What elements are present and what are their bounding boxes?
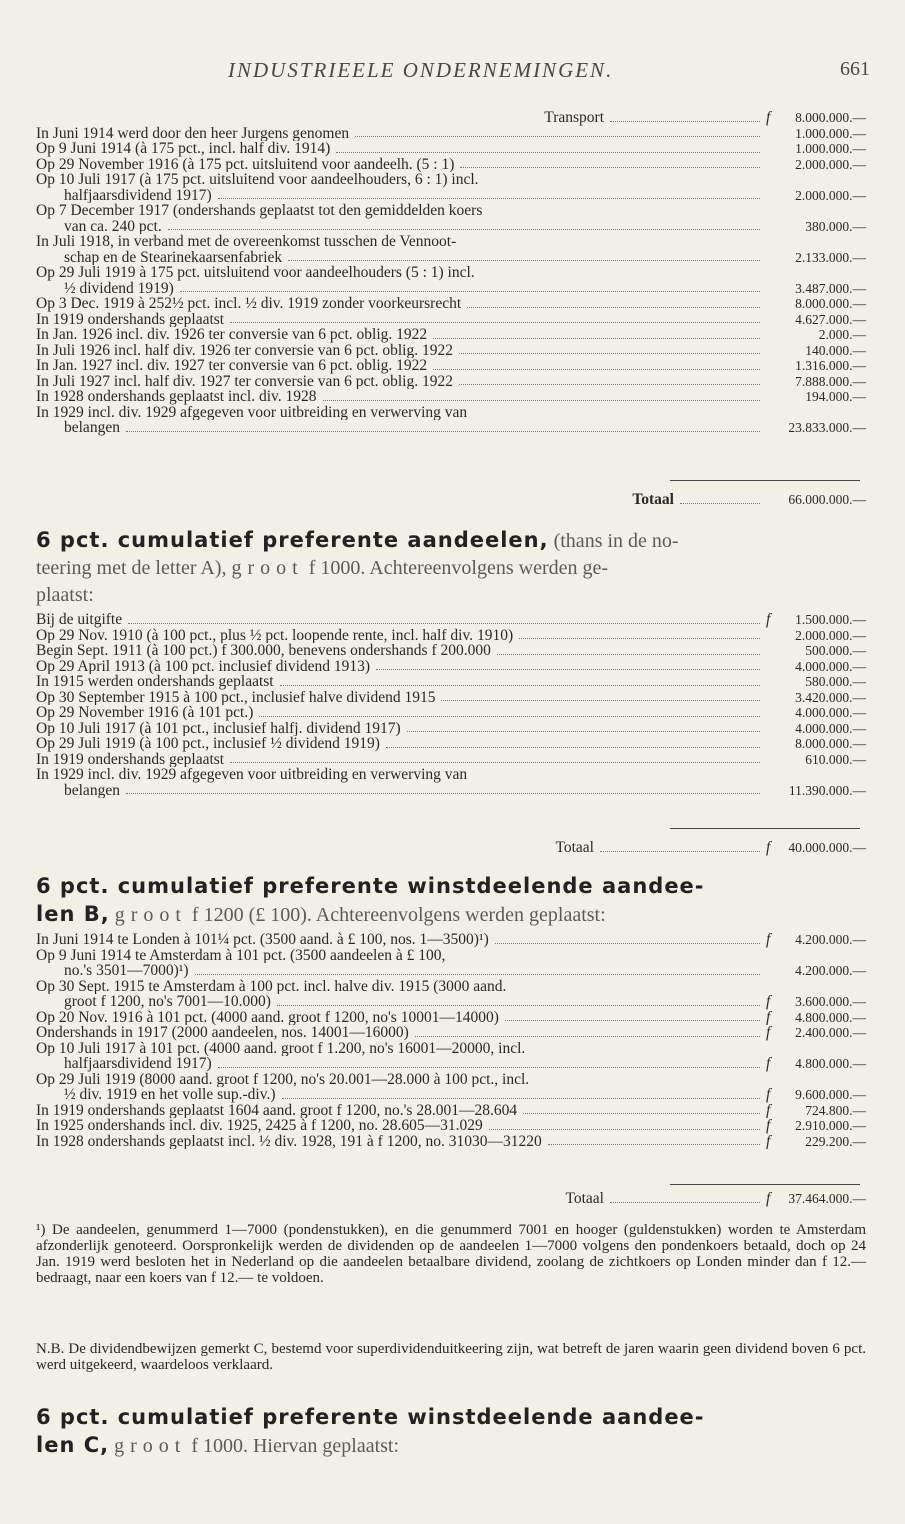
ledger-line bbox=[36, 674, 866, 690]
currency-sign: f bbox=[766, 1087, 771, 1103]
entry-amount: 500.000.— bbox=[805, 643, 866, 658]
dot-leader bbox=[548, 1144, 760, 1145]
currency-sign: f bbox=[766, 932, 771, 948]
dot-leader bbox=[168, 229, 760, 230]
entry-text: In Jan. 1927 incl. div. 1927 ter conversie van 6 pct. oblig. 1922 bbox=[36, 358, 428, 374]
entry-amount: 4.627.000.— bbox=[795, 311, 866, 327]
heading-preferred-a bbox=[36, 527, 870, 609]
dot-leader bbox=[288, 260, 760, 261]
entry-text: Op 10 Juli 1917 (à 101 pct., inclusief halfj. dividend 1917) bbox=[36, 720, 401, 736]
entry-continuation: belangen bbox=[64, 782, 120, 798]
entry-continuation: van ca. 240 pct. bbox=[64, 218, 162, 234]
entry-amount: 1.000.000.— bbox=[795, 125, 866, 141]
entry-amount: 1.500.000.— bbox=[795, 612, 866, 627]
total-amount: 37.464.000.— bbox=[788, 1191, 866, 1206]
sum-rule bbox=[670, 480, 860, 481]
ledger-line bbox=[36, 1072, 866, 1088]
entry-text: Bij de uitgifte bbox=[36, 612, 123, 628]
ledger-line bbox=[36, 420, 866, 436]
issue-list bbox=[36, 612, 866, 798]
entry-text: Op 30 September 1915 à 100 pct., inclusief halve dividend 1915 bbox=[36, 689, 436, 705]
entry-amount: 3.420.000.— bbox=[795, 689, 866, 705]
entry-continuation: belangen bbox=[64, 420, 120, 436]
heading-text: f 1000. Hiervan geplaatst: bbox=[186, 1435, 400, 1457]
currency-sign: f bbox=[766, 1056, 771, 1072]
entry-text: In 1919 ondershands geplaatst 1604 aand. groot f 1200, no.'s 28.001—28.604 bbox=[36, 1102, 518, 1118]
entry-text: Op 29 Juli 1919 à 175 pct. uitsluitend voor aandeelhouders (5 : 1) incl. bbox=[36, 265, 475, 281]
total-row bbox=[36, 1191, 866, 1207]
dot-leader bbox=[459, 353, 760, 354]
entry-amount: 2.000.000.— bbox=[795, 156, 866, 172]
page-number: 661 bbox=[840, 58, 870, 80]
entry-text: In Juni 1914 te Londen à 101¼ pct. (3500 aand. à £ 100, nos. 1—3500)¹) bbox=[36, 932, 489, 948]
entry-amount: 9.600.000.— bbox=[795, 1087, 866, 1102]
ledger-line bbox=[36, 659, 866, 675]
page-header bbox=[0, 58, 905, 88]
total-label: Totaal bbox=[565, 1191, 604, 1207]
entry-text: Op 9 Juni 1914 (à 175 pct., incl. half div. 1914) bbox=[36, 141, 331, 157]
ledger-line bbox=[36, 1056, 866, 1072]
entry-text: Op 3 Dec. 1919 à 252½ pct. incl. ½ div. 1919 zonder voorkeursrecht bbox=[36, 296, 462, 312]
entry-continuation: ½ div. 1919 en het volle sup.-div.) bbox=[64, 1087, 276, 1103]
heading-spaced: groot bbox=[114, 1435, 187, 1457]
ledger-line bbox=[36, 172, 866, 188]
ledger-line bbox=[36, 643, 866, 659]
ledger-line bbox=[36, 312, 866, 328]
entry-amount: 724.800.— bbox=[805, 1102, 866, 1118]
entry-continuation: schap en de Stearinekaarsenfabriek bbox=[64, 249, 283, 265]
total-row bbox=[36, 840, 866, 856]
dot-leader bbox=[218, 198, 760, 199]
ledger-line bbox=[36, 752, 866, 768]
entry-amount: 229.200.— bbox=[805, 1133, 866, 1149]
ledger-line bbox=[36, 736, 866, 752]
dot-leader bbox=[505, 1020, 760, 1021]
entry-text: In 1928 ondershands geplaatst incl. ½ div. 1928, 191 à f 1200, no. 31030—31220 bbox=[36, 1133, 542, 1149]
transport-amount: 8.000.000.— bbox=[795, 110, 866, 125]
currency-sign: f bbox=[766, 612, 771, 628]
dot-leader bbox=[433, 338, 760, 339]
ledger-line bbox=[36, 1134, 866, 1150]
entry-amount: 8.000.000.— bbox=[795, 296, 866, 311]
running-title: INDUSTRIEELE ONDERNEMINGEN. bbox=[228, 58, 614, 82]
ledger-line bbox=[36, 690, 866, 706]
issue-list bbox=[36, 126, 866, 436]
dot-leader bbox=[376, 669, 760, 670]
dot-leader bbox=[489, 1129, 760, 1130]
footnote-1: ¹) De aandeelen, genummerd 1—7000 (pondenstukken), en die genummerd 7001 en hooger (guldenstukken) worden te Amsterdam afzonderlijk genoteerd. Oorspronkelijk werden de dividenden op de aandeelen 1—7000 volgens den pondenkoers betaald, doch op 24 Jan. 1919 werd besloten het in Nederland op die aandeelen betaalbare dividend, zoolang de zichtkoers op Londen minder dan f 12.— bedraagt, naar een koers van f 12.— te voldoen. bbox=[36, 1222, 866, 1286]
dot-leader bbox=[441, 700, 760, 701]
ledger-line bbox=[36, 265, 866, 281]
ledger-line bbox=[36, 250, 866, 266]
entry-text: Op 29 November 1916 (à 101 pct.) bbox=[36, 705, 254, 721]
entry-amount: 610.000.— bbox=[805, 751, 866, 767]
dot-leader bbox=[433, 369, 760, 370]
ledger-line bbox=[36, 963, 866, 979]
entry-amount: 4.000.000.— bbox=[795, 705, 866, 720]
entry-text: Op 29 Juli 1919 (8000 aand. groot f 1200, no's 20.001—28.000 à 100 pct., incl. bbox=[36, 1071, 530, 1087]
entry-text: Op 29 Nov. 1910 (à 100 pct., plus ½ pct. loopende rente, incl. half div. 1910) bbox=[36, 627, 514, 643]
heading-spaced: groot bbox=[114, 904, 187, 926]
ledger-line bbox=[36, 948, 866, 964]
ledger-line bbox=[36, 767, 866, 783]
dot-leader bbox=[495, 943, 760, 944]
entry-amount: 4.200.000.— bbox=[795, 932, 866, 947]
entry-amount: 7.888.000.— bbox=[795, 373, 866, 389]
entry-amount: 4.000.000.— bbox=[795, 658, 866, 674]
dot-leader bbox=[523, 1113, 760, 1114]
ledger-line bbox=[36, 628, 866, 644]
ledger-line bbox=[36, 405, 866, 421]
entry-text: Op 10 Juli 1917 (à 175 pct. uitsluitend voor aandeelhouders, 6 : 1) incl. bbox=[36, 172, 479, 188]
currency-sign: f bbox=[766, 1009, 771, 1025]
heading-bold: len B, bbox=[36, 902, 110, 926]
currency-sign: f bbox=[766, 1025, 771, 1041]
dot-leader bbox=[323, 400, 760, 401]
entry-text: Begin Sept. 1911 (à 100 pct.) f 300.000, benevens ondershands f 200.000 bbox=[36, 643, 491, 659]
section-ordinary-shares bbox=[36, 110, 866, 436]
entry-amount: 194.000.— bbox=[805, 389, 866, 404]
section-preferred-a bbox=[36, 612, 866, 798]
currency-sign: f bbox=[766, 110, 771, 126]
entry-amount: 580.000.— bbox=[805, 674, 866, 689]
ledger-line bbox=[36, 705, 866, 721]
entry-text: In 1929 incl. div. 1929 afgegeven voor uitbreiding en verwerving van bbox=[36, 767, 468, 783]
heading-text: f 1200 (£ 100). Achtereenvolgens werden geplaatst: bbox=[186, 904, 606, 926]
ledger-line bbox=[36, 157, 866, 173]
heading-preferred-b bbox=[36, 873, 870, 929]
heading-spaced: groot bbox=[231, 557, 304, 579]
entry-amount: 3.600.000.— bbox=[795, 994, 866, 1009]
total-amount: 40.000.000.— bbox=[788, 840, 866, 855]
heading-text: teering met de letter A), bbox=[36, 557, 232, 579]
currency-sign: f bbox=[766, 994, 771, 1010]
entry-text: Op 7 December 1917 (ondershands geplaatst tot den gemiddelden koers bbox=[36, 203, 483, 219]
dot-leader bbox=[386, 747, 760, 748]
dot-leader bbox=[230, 322, 760, 323]
heading-bold: 6 pct. cumulatief preferente aandeelen, bbox=[36, 528, 549, 552]
currency-sign: f bbox=[766, 1102, 771, 1118]
currency-sign: f bbox=[766, 840, 771, 856]
dot-leader bbox=[336, 152, 760, 153]
total-amount: 66.000.000.— bbox=[788, 492, 866, 507]
entry-text: Op 29 November 1916 (à 175 pct. uitsluitend voor aandeelh. (5 : 1) bbox=[36, 156, 455, 172]
section-preferred-b bbox=[36, 932, 866, 1149]
entry-text: In 1919 ondershands geplaatst bbox=[36, 311, 225, 327]
dot-leader bbox=[218, 1067, 760, 1068]
footnote-nb: N.B. De dividendbewijzen gemerkt C, bestemd voor superdividenduitkeering zijn, wat betreft de jaren waarin geen dividend boven 6 pct. werd uitgekeerd, waardeloos verklaard. bbox=[36, 1341, 866, 1373]
entry-text: Op 9 Juni 1914 te Amsterdam à 101 pct. (3500 aandeelen à £ 100, bbox=[36, 947, 446, 963]
ledger-line bbox=[36, 141, 866, 157]
ledger-line bbox=[36, 358, 866, 374]
entry-amount: 3.487.000.— bbox=[795, 280, 866, 296]
dot-leader bbox=[277, 1005, 760, 1006]
ledger-line bbox=[36, 1118, 866, 1134]
entry-amount: 4.000.000.— bbox=[795, 720, 866, 736]
currency-sign: f bbox=[766, 1191, 771, 1207]
ledger-line bbox=[36, 327, 866, 343]
entry-amount: 1.000.000.— bbox=[795, 141, 866, 156]
dot-leader bbox=[497, 654, 760, 655]
entry-text: In Juli 1918, in verband met de overeenkomst tusschen de Vennoot- bbox=[36, 234, 457, 250]
dot-leader bbox=[467, 307, 760, 308]
entry-continuation: halfjaarsdividend 1917) bbox=[64, 187, 212, 203]
ledger-line bbox=[36, 374, 866, 390]
entry-text: Op 29 April 1913 (à 100 pct. inclusief dividend 1913) bbox=[36, 658, 371, 674]
entry-amount: 23.833.000.— bbox=[788, 420, 866, 435]
entry-text: Op 30 Sept. 1915 te Amsterdam à 100 pct. incl. halve div. 1915 (3000 aand. bbox=[36, 978, 507, 994]
ledger-line bbox=[36, 203, 866, 219]
entry-continuation: groot f 1200, no's 7001—10.000) bbox=[64, 994, 271, 1010]
ledger-line bbox=[36, 1010, 866, 1026]
heading-text: f 1000. Achtereenvolgens werden ge- bbox=[303, 557, 609, 579]
heading-text: plaatst: bbox=[36, 584, 94, 606]
ledger-line bbox=[36, 979, 866, 995]
dot-leader bbox=[459, 384, 760, 385]
heading-bold: 6 pct. cumulatief preferente winstdeelende aandee- bbox=[36, 1405, 705, 1429]
entry-text: In Juni 1914 werd door den heer Jurgens genomen bbox=[36, 125, 350, 141]
sum-rule bbox=[670, 1184, 860, 1185]
entry-amount: 4.800.000.— bbox=[795, 1056, 866, 1071]
entry-amount: 2.133.000.— bbox=[795, 249, 866, 265]
ledger-line bbox=[36, 219, 866, 235]
heading-preferred-c bbox=[36, 1404, 870, 1460]
ledger-line bbox=[36, 234, 866, 250]
entry-text: In Jan. 1926 incl. div. 1926 ter conversie van 6 pct. oblig. 1922 bbox=[36, 327, 428, 343]
total-label: Totaal bbox=[555, 840, 594, 856]
dot-leader bbox=[519, 638, 760, 639]
heading-bold: len C, bbox=[36, 1433, 110, 1457]
entry-text: In 1915 werden ondershands geplaatst bbox=[36, 674, 274, 690]
currency-sign: f bbox=[766, 1133, 771, 1149]
issue-list bbox=[36, 932, 866, 1149]
entry-amount: 380.000.— bbox=[805, 218, 866, 234]
total-row bbox=[36, 492, 866, 508]
entry-amount: 4.200.000.— bbox=[795, 963, 866, 978]
dot-leader bbox=[259, 716, 760, 717]
dot-leader bbox=[126, 431, 760, 432]
dot-leader bbox=[195, 974, 760, 975]
ledger-line bbox=[36, 126, 866, 142]
dot-leader bbox=[230, 762, 760, 763]
transport-row bbox=[36, 110, 866, 126]
ledger-line bbox=[36, 721, 866, 737]
entry-continuation: ½ dividend 1919) bbox=[64, 280, 174, 296]
entry-text: In Juli 1926 incl. half div. 1926 ter conversie van 6 pct. oblig. 1922 bbox=[36, 342, 453, 358]
ledger-line bbox=[36, 296, 866, 312]
transport-label: Transport bbox=[544, 110, 604, 126]
entry-amount: 1.316.000.— bbox=[795, 358, 866, 373]
entry-amount: 2.000.— bbox=[818, 327, 866, 342]
entry-amount: 8.000.000.— bbox=[795, 736, 866, 751]
entry-amount: 4.800.000.— bbox=[795, 1009, 866, 1025]
dot-leader bbox=[180, 291, 760, 292]
entry-text: In 1928 ondershands geplaatst incl. div. 1928 bbox=[36, 389, 317, 405]
dot-leader bbox=[460, 167, 760, 168]
ledger-line bbox=[36, 612, 866, 628]
entry-amount: 140.000.— bbox=[805, 342, 866, 358]
heading-bold: 6 pct. cumulatief preferente winstdeelende aandee- bbox=[36, 874, 705, 898]
dot-leader bbox=[282, 1098, 760, 1099]
entry-text: In 1919 ondershands geplaatst bbox=[36, 751, 225, 767]
ledger-line bbox=[36, 994, 866, 1010]
ledger-line bbox=[36, 1025, 866, 1041]
entry-text: Op 10 Juli 1917 à 101 pct. (4000 aand. groot f 1.200, no's 16001—20000, incl. bbox=[36, 1040, 526, 1056]
entry-text: In 1925 ondershands incl. div. 1925, 2425 à f 1200, no. 28.605—31.029 bbox=[36, 1118, 483, 1134]
total-label: Totaal bbox=[632, 492, 674, 508]
ledger-line bbox=[36, 932, 866, 948]
entry-amount: 2.000.000.— bbox=[795, 627, 866, 643]
entry-text: Op 29 Juli 1919 (à 100 pct., inclusief ½ dividend 1919) bbox=[36, 736, 380, 752]
dot-leader bbox=[407, 731, 760, 732]
dot-leader bbox=[355, 136, 760, 137]
dot-leader bbox=[415, 1036, 760, 1037]
entry-text: In 1929 incl. div. 1929 afgegeven voor uitbreiding en verwerving van bbox=[36, 404, 468, 420]
sum-rule bbox=[670, 828, 860, 829]
heading-text: (thans in de no- bbox=[548, 530, 679, 552]
ledger-line bbox=[36, 389, 866, 405]
ledger-line bbox=[36, 783, 866, 799]
ledger-line bbox=[36, 343, 866, 359]
dot-leader bbox=[126, 793, 760, 794]
entry-text: Op 20 Nov. 1916 à 101 pct. (4000 aand. groot f 1200, no's 10001—14000) bbox=[36, 1009, 499, 1025]
entry-text: Ondershands in 1917 (2000 aandeelen, nos. 14001—16000) bbox=[36, 1025, 409, 1041]
ledger-line bbox=[36, 1103, 866, 1119]
entry-continuation: no.'s 3501—7000)¹) bbox=[64, 963, 189, 979]
dot-leader bbox=[280, 685, 760, 686]
ledger-line bbox=[36, 1041, 866, 1057]
entry-text: In Juli 1927 incl. half div. 1927 ter conversie van 6 pct. oblig. 1922 bbox=[36, 373, 453, 389]
entry-amount: 2.000.000.— bbox=[795, 187, 866, 203]
ledger-line bbox=[36, 1087, 866, 1103]
entry-amount: 2.910.000.— bbox=[795, 1118, 866, 1133]
dot-leader bbox=[128, 623, 760, 624]
ledger-line bbox=[36, 188, 866, 204]
entry-continuation: halfjaarsdividend 1917) bbox=[64, 1056, 212, 1072]
entry-amount: 2.400.000.— bbox=[795, 1025, 866, 1040]
entry-amount: 11.390.000.— bbox=[788, 782, 866, 798]
currency-sign: f bbox=[766, 1118, 771, 1134]
ledger-line bbox=[36, 281, 866, 297]
